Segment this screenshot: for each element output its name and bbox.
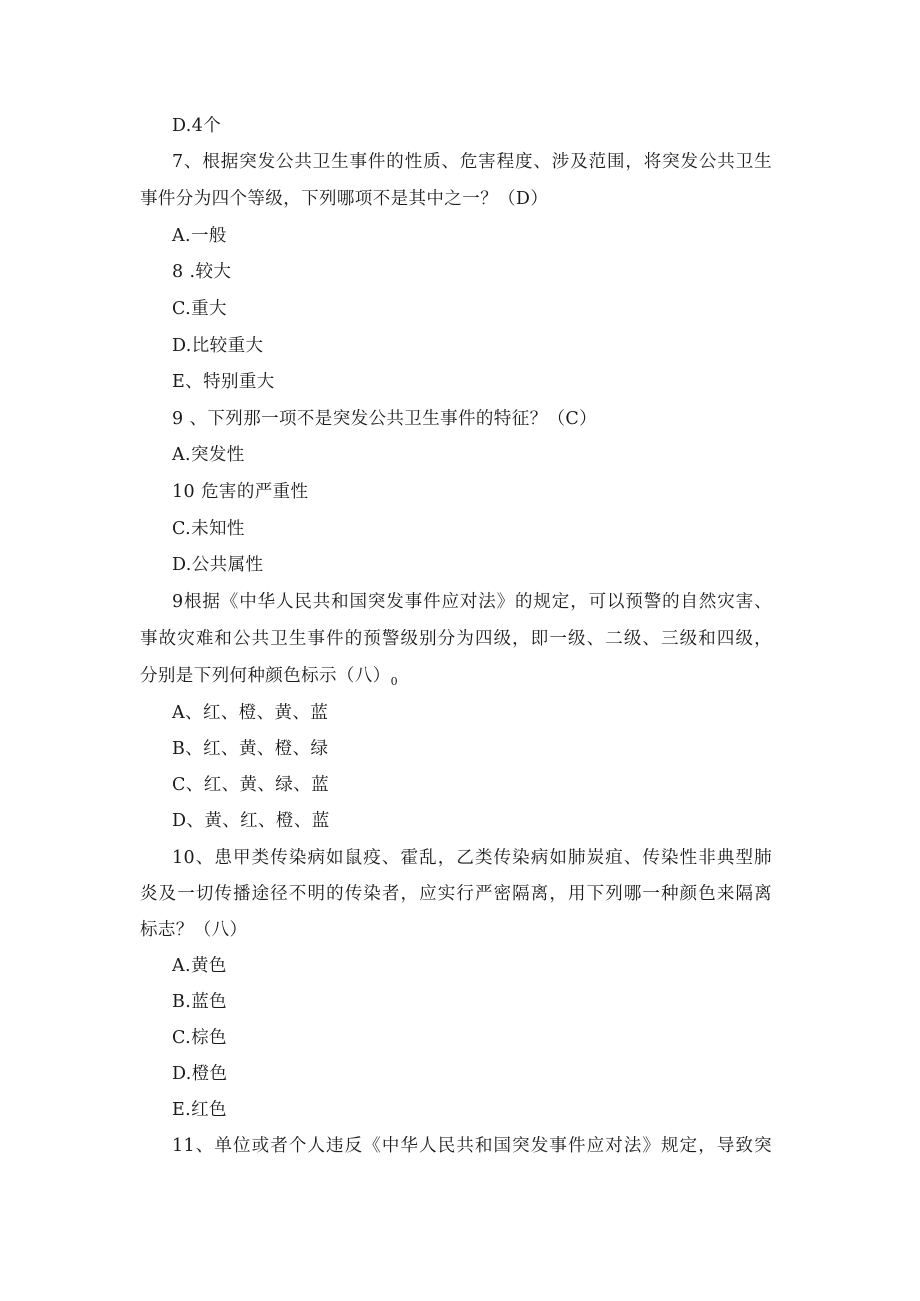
- option-line: 10 危害的严重性: [172, 482, 309, 502]
- question-10-line-1: 10、患甲类传染病如鼠疫、霍乱，乙类传染病如肺炭疽、传染性非典型肺: [172, 848, 772, 868]
- question-9b-line-2: 事故灾难和公共卫生事件的预警级别分为四级，即一级、二级、三级和四级，: [140, 629, 772, 649]
- question-7-line-2: 事件分为四个等级，下列哪项不是其中之一？（D）: [140, 189, 549, 209]
- text-line: D.4个: [172, 116, 222, 136]
- option-line: 8 .较大: [172, 262, 232, 282]
- option-line: D、黄、红、橙、蓝: [172, 811, 330, 831]
- question-7-line-1: 7、根据突发公共卫生事件的性质、危害程度、涉及范围，将突发公共卫生: [172, 152, 772, 172]
- question-10-line-3: 标志？（八）: [140, 920, 248, 940]
- option-line: C.重大: [172, 299, 227, 319]
- question-9b-line-1: 9根据《中华人民共和国突发事件应对法》的规定，可以预警的自然灾害、: [172, 592, 772, 612]
- option-line: A、红、橙、黄、蓝: [172, 703, 329, 723]
- option-line: E.红色: [172, 1100, 227, 1120]
- option-line: D.公共属性: [172, 555, 264, 575]
- question-10-line-2: 炎及一切传播途径不明的传染者，应实行严密隔离，用下列哪一种颜色来隔离: [140, 884, 772, 904]
- question-11-line-1: 11、单位或者个人违反《中华人民共和国突发事件应对法》规定，导致突: [172, 1136, 772, 1156]
- option-line: C、红、黄、绿、蓝: [172, 775, 329, 795]
- option-line: B.蓝色: [172, 992, 228, 1012]
- option-line: C.棕色: [172, 1028, 227, 1048]
- question-9-line: 9 、下列那一项不是突发公共卫生事件的特征？（C）: [172, 409, 598, 429]
- question-9b-line-3: 分别是下列何种颜色标示（八）$_0$: [140, 666, 399, 688]
- option-line: B、红、黄、橙、绿: [172, 739, 329, 759]
- option-line: D.橙色: [172, 1064, 228, 1084]
- trailing-mark: 0: [390, 675, 399, 688]
- option-line: D.比较重大: [172, 336, 264, 356]
- option-line: C.未知性: [172, 519, 245, 539]
- option-line: A.一般: [172, 226, 227, 246]
- option-line: E、特别重大: [172, 372, 275, 392]
- option-line: A.黄色: [172, 956, 227, 976]
- option-line: A.突发性: [172, 445, 245, 465]
